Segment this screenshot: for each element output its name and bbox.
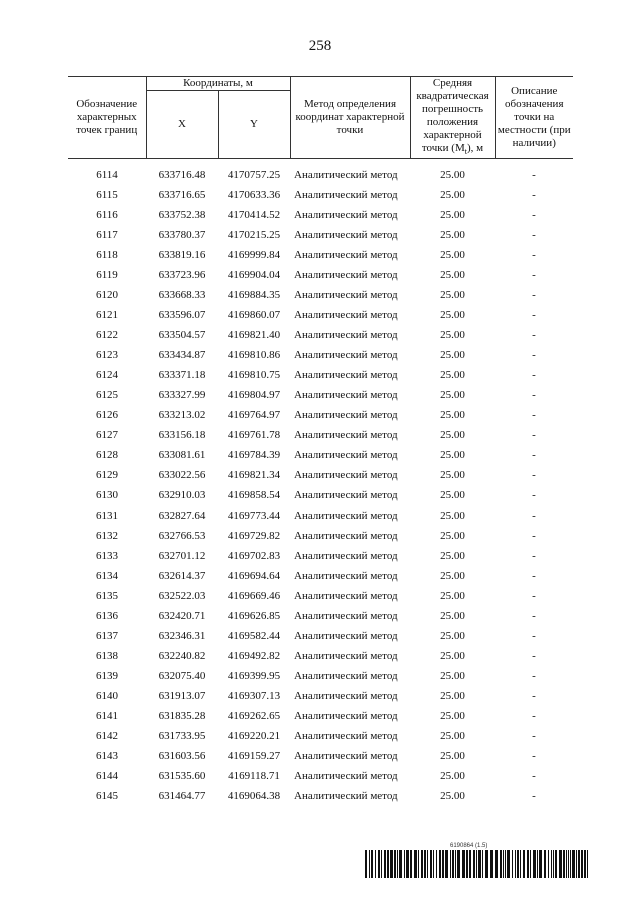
table-row <box>68 787 573 807</box>
cell-method: Аналитический метод <box>294 489 398 502</box>
cell-method: Аналитический метод <box>294 409 398 422</box>
cell-y: 4169821.40 <box>227 329 281 342</box>
cell-x: 632910.03 <box>158 489 206 502</box>
cell-description: - <box>532 288 536 301</box>
cell-description: - <box>532 669 536 682</box>
cell-point: 6125 <box>96 389 118 402</box>
cell-y: 4169804.97 <box>227 389 281 402</box>
table-row <box>68 185 573 205</box>
cell-y: 4170757.25 <box>227 168 281 181</box>
cell-method: Аналитический метод <box>294 268 398 281</box>
table-row <box>68 486 573 506</box>
table-row <box>68 326 573 346</box>
header-accuracy: Средняя квадратическая погрешность положения характерной точки $(M_t)$, м <box>410 77 495 159</box>
cell-y: 4169220.21 <box>227 730 281 743</box>
cell-accuracy: 25.00 <box>440 629 465 642</box>
table-row <box>68 205 573 225</box>
page-number: 258 <box>308 38 332 54</box>
cell-x: 633371.18 <box>158 369 206 382</box>
cell-method: Аналитический метод <box>294 730 398 743</box>
cell-x: 633022.56 <box>158 469 206 482</box>
cell-method: Аналитический метод <box>294 429 398 442</box>
cell-point: 6127 <box>96 429 118 442</box>
cell-method: Аналитический метод <box>294 188 398 201</box>
cell-point: 6129 <box>96 469 118 482</box>
cell-method: Аналитический метод <box>294 609 398 622</box>
table-row <box>68 165 573 185</box>
cell-description: - <box>532 268 536 281</box>
cell-x: 632827.64 <box>158 509 206 522</box>
cell-description: - <box>532 469 536 482</box>
cell-point: 6144 <box>96 770 118 783</box>
cell-point: 6123 <box>96 349 118 362</box>
cell-description: - <box>532 509 536 522</box>
table-row <box>68 426 573 446</box>
cell-point: 6142 <box>96 730 118 743</box>
cell-x: 632075.40 <box>158 669 206 682</box>
cell-accuracy: 25.00 <box>440 709 465 722</box>
cell-description: - <box>532 248 536 261</box>
cell-y: 4169764.97 <box>227 409 281 422</box>
cell-method: Аналитический метод <box>294 589 398 602</box>
header-y: Y <box>218 91 290 159</box>
table-row <box>68 306 573 326</box>
cell-description: - <box>532 609 536 622</box>
cell-point: 6122 <box>96 329 118 342</box>
cell-method: Аналитический метод <box>294 509 398 522</box>
cell-point: 6138 <box>96 649 118 662</box>
cell-point: 6114 <box>96 168 118 181</box>
cell-y: 4169904.04 <box>227 268 281 281</box>
cell-description: - <box>532 750 536 763</box>
cell-x: 633668.33 <box>158 288 206 301</box>
cell-y: 4169999.84 <box>227 248 281 261</box>
cell-method: Аналитический метод <box>294 549 398 562</box>
cell-accuracy: 25.00 <box>440 790 465 803</box>
cell-x: 632701.12 <box>158 549 206 562</box>
cell-method: Аналитический метод <box>294 649 398 662</box>
barcode-image <box>365 850 591 878</box>
cell-x: 631913.07 <box>158 689 206 702</box>
cell-description: - <box>532 629 536 642</box>
cell-point: 6134 <box>96 569 118 582</box>
cell-description: - <box>532 389 536 402</box>
cell-accuracy: 25.00 <box>440 770 465 783</box>
cell-accuracy: 25.00 <box>440 529 465 542</box>
table-row <box>68 285 573 305</box>
cell-description: - <box>532 409 536 422</box>
cell-x: 633156.18 <box>158 429 206 442</box>
cell-y: 4169399.95 <box>227 669 281 682</box>
cell-description: - <box>532 569 536 582</box>
table-row <box>68 646 573 666</box>
cell-y: 4169784.39 <box>227 449 281 462</box>
cell-y: 4169064.38 <box>227 790 281 803</box>
cell-description: - <box>532 369 536 382</box>
cell-y: 4170414.52 <box>227 208 281 221</box>
cell-y: 4169669.46 <box>227 589 281 602</box>
cell-accuracy: 25.00 <box>440 449 465 462</box>
table-row <box>68 225 573 245</box>
cell-x: 633716.65 <box>158 188 206 201</box>
cell-accuracy: 25.00 <box>440 569 465 582</box>
cell-accuracy: 25.00 <box>440 689 465 702</box>
cell-y: 4169492.82 <box>227 649 281 662</box>
cell-accuracy: 25.00 <box>440 208 465 221</box>
cell-accuracy: 25.00 <box>440 589 465 602</box>
cell-y: 4170215.25 <box>227 228 281 241</box>
cell-x: 632240.82 <box>158 649 206 662</box>
cell-x: 633780.37 <box>158 228 206 241</box>
cell-method: Аналитический метод <box>294 750 398 763</box>
table-row <box>68 727 573 747</box>
cell-description: - <box>532 730 536 743</box>
cell-accuracy: 25.00 <box>440 609 465 622</box>
cell-method: Аналитический метод <box>294 369 398 382</box>
cell-x: 632522.03 <box>158 589 206 602</box>
cell-method: Аналитический метод <box>294 389 398 402</box>
cell-description: - <box>532 589 536 602</box>
cell-method: Аналитический метод <box>294 569 398 582</box>
cell-y: 4169884.35 <box>227 288 281 301</box>
table-row <box>68 706 573 726</box>
table-row <box>68 747 573 767</box>
cell-x: 633327.99 <box>158 389 206 402</box>
cell-point: 6116 <box>96 208 118 221</box>
cell-method: Аналитический метод <box>294 449 398 462</box>
cell-method: Аналитический метод <box>294 529 398 542</box>
cell-x: 633213.02 <box>158 409 206 422</box>
cell-x: 633504.57 <box>158 329 206 342</box>
header-x: X <box>146 91 218 159</box>
cell-accuracy: 25.00 <box>440 389 465 402</box>
cell-method: Аналитический метод <box>294 228 398 241</box>
cell-method: Аналитический метод <box>294 288 398 301</box>
cell-description: - <box>532 429 536 442</box>
cell-x: 633723.96 <box>158 268 206 281</box>
cell-point: 6121 <box>96 309 118 322</box>
cell-method: Аналитический метод <box>294 469 398 482</box>
cell-accuracy: 25.00 <box>440 168 465 181</box>
cell-x: 631835.28 <box>158 709 206 722</box>
cell-accuracy: 25.00 <box>440 248 465 261</box>
table-row <box>68 586 573 606</box>
cell-x: 632614.37 <box>158 569 206 582</box>
header-description: Описание обозначения точки на местности (при наличии) <box>495 77 573 159</box>
cell-method: Аналитический метод <box>294 208 398 221</box>
cell-accuracy: 25.00 <box>440 409 465 422</box>
cell-point: 6135 <box>96 589 118 602</box>
cell-y: 4169702.83 <box>227 549 281 562</box>
cell-accuracy: 25.00 <box>440 369 465 382</box>
cell-method: Аналитический метод <box>294 770 398 783</box>
table-row <box>68 406 573 426</box>
cell-method: Аналитический метод <box>294 248 398 261</box>
cell-y: 4169694.64 <box>227 569 281 582</box>
cell-description: - <box>532 549 536 562</box>
cell-point: 6126 <box>96 409 118 422</box>
cell-point: 6132 <box>96 529 118 542</box>
cell-accuracy: 25.00 <box>440 509 465 522</box>
cell-description: - <box>532 309 536 322</box>
table-row <box>68 386 573 406</box>
cell-x: 632420.71 <box>158 609 206 622</box>
cell-y: 4169773.44 <box>227 509 281 522</box>
cell-x: 632766.53 <box>158 529 206 542</box>
cell-description: - <box>532 449 536 462</box>
cell-accuracy: 25.00 <box>440 750 465 763</box>
cell-description: - <box>532 208 536 221</box>
cell-accuracy: 25.00 <box>440 549 465 562</box>
cell-y: 4169761.78 <box>227 429 281 442</box>
cell-point: 6145 <box>96 790 118 803</box>
cell-x: 631603.56 <box>158 750 206 763</box>
cell-method: Аналитический метод <box>294 329 398 342</box>
table-row <box>68 366 573 386</box>
cell-x: 631464.77 <box>158 790 206 803</box>
table-row <box>68 466 573 486</box>
cell-point: 6131 <box>96 509 118 522</box>
table-row <box>68 566 573 586</box>
cell-description: - <box>532 709 536 722</box>
cell-accuracy: 25.00 <box>440 309 465 322</box>
cell-x: 633596.07 <box>158 309 206 322</box>
cell-method: Аналитический метод <box>294 790 398 803</box>
header-designation: Обозначение характерных точек границ <box>68 77 146 159</box>
cell-accuracy: 25.00 <box>440 489 465 502</box>
cell-point: 6120 <box>96 288 118 301</box>
cell-x: 632346.31 <box>158 629 206 642</box>
cell-point: 6119 <box>96 268 118 281</box>
cell-x: 633081.61 <box>158 449 206 462</box>
cell-y: 4169810.75 <box>227 369 281 382</box>
cell-x: 631733.95 <box>158 730 206 743</box>
cell-accuracy: 25.00 <box>440 730 465 743</box>
cell-point: 6136 <box>96 609 118 622</box>
barcode-label: 6190864 (1.5) <box>450 843 488 849</box>
cell-method: Аналитический метод <box>294 669 398 682</box>
cell-accuracy: 25.00 <box>440 228 465 241</box>
cell-point: 6128 <box>96 449 118 462</box>
cell-point: 6139 <box>96 669 118 682</box>
cell-description: - <box>532 168 536 181</box>
cell-description: - <box>532 228 536 241</box>
cell-x: 633716.48 <box>158 168 206 181</box>
cell-point: 6118 <box>96 248 118 261</box>
cell-description: - <box>532 489 536 502</box>
cell-y: 4169118.71 <box>228 770 280 783</box>
cell-point: 6115 <box>96 188 118 201</box>
cell-accuracy: 25.00 <box>440 469 465 482</box>
cell-y: 4169858.54 <box>227 489 281 502</box>
cell-point: 6130 <box>96 489 118 502</box>
cell-accuracy: 25.00 <box>440 429 465 442</box>
table-row <box>68 265 573 285</box>
cell-x: 633819.16 <box>158 248 206 261</box>
cell-accuracy: 25.00 <box>440 649 465 662</box>
cell-point: 6143 <box>96 750 118 763</box>
cell-point: 6141 <box>96 709 118 722</box>
cell-y: 4169159.27 <box>227 750 281 763</box>
table-row <box>68 446 573 466</box>
cell-method: Аналитический метод <box>294 629 398 642</box>
cell-description: - <box>532 790 536 803</box>
table-row <box>68 245 573 265</box>
cell-method: Аналитический метод <box>294 168 398 181</box>
cell-accuracy: 25.00 <box>440 268 465 281</box>
cell-y: 4169860.07 <box>227 309 281 322</box>
header-method: Метод определения координат характерной точки <box>290 77 410 159</box>
table-row <box>68 666 573 686</box>
table-row <box>68 346 573 366</box>
cell-point: 6124 <box>96 369 118 382</box>
cell-y: 4169821.34 <box>227 469 281 482</box>
coordinates-table <box>68 76 573 807</box>
cell-y: 4169810.86 <box>227 349 281 362</box>
cell-y: 4169582.44 <box>227 629 281 642</box>
cell-y: 4169307.13 <box>227 689 281 702</box>
cell-y: 4169626.85 <box>227 609 281 622</box>
table-row <box>68 506 573 526</box>
cell-description: - <box>532 649 536 662</box>
cell-y: 4170633.36 <box>227 188 281 201</box>
cell-y: 4169729.82 <box>227 529 281 542</box>
cell-accuracy: 25.00 <box>440 349 465 362</box>
cell-y: 4169262.65 <box>227 709 281 722</box>
cell-x: 631535.60 <box>158 770 206 783</box>
cell-description: - <box>532 689 536 702</box>
cell-method: Аналитический метод <box>294 349 398 362</box>
cell-point: 6137 <box>96 629 118 642</box>
cell-accuracy: 25.00 <box>440 329 465 342</box>
cell-point: 6140 <box>96 689 118 702</box>
cell-x: 633434.87 <box>158 349 206 362</box>
table-row <box>68 526 573 546</box>
cell-description: - <box>532 529 536 542</box>
cell-point: 6117 <box>96 228 118 241</box>
table-row <box>68 626 573 646</box>
cell-accuracy: 25.00 <box>440 288 465 301</box>
cell-x: 633752.38 <box>158 208 206 221</box>
cell-method: Аналитический метод <box>294 309 398 322</box>
table-row <box>68 546 573 566</box>
cell-description: - <box>532 329 536 342</box>
cell-point: 6133 <box>96 549 118 562</box>
table-row <box>68 606 573 626</box>
table-row <box>68 767 573 787</box>
table-row <box>68 686 573 706</box>
cell-accuracy: 25.00 <box>440 669 465 682</box>
cell-description: - <box>532 188 536 201</box>
header-coordinates: Координаты, м <box>146 77 290 91</box>
cell-method: Аналитический метод <box>294 689 398 702</box>
cell-description: - <box>532 349 536 362</box>
cell-description: - <box>532 770 536 783</box>
cell-accuracy: 25.00 <box>440 188 465 201</box>
cell-method: Аналитический метод <box>294 709 398 722</box>
